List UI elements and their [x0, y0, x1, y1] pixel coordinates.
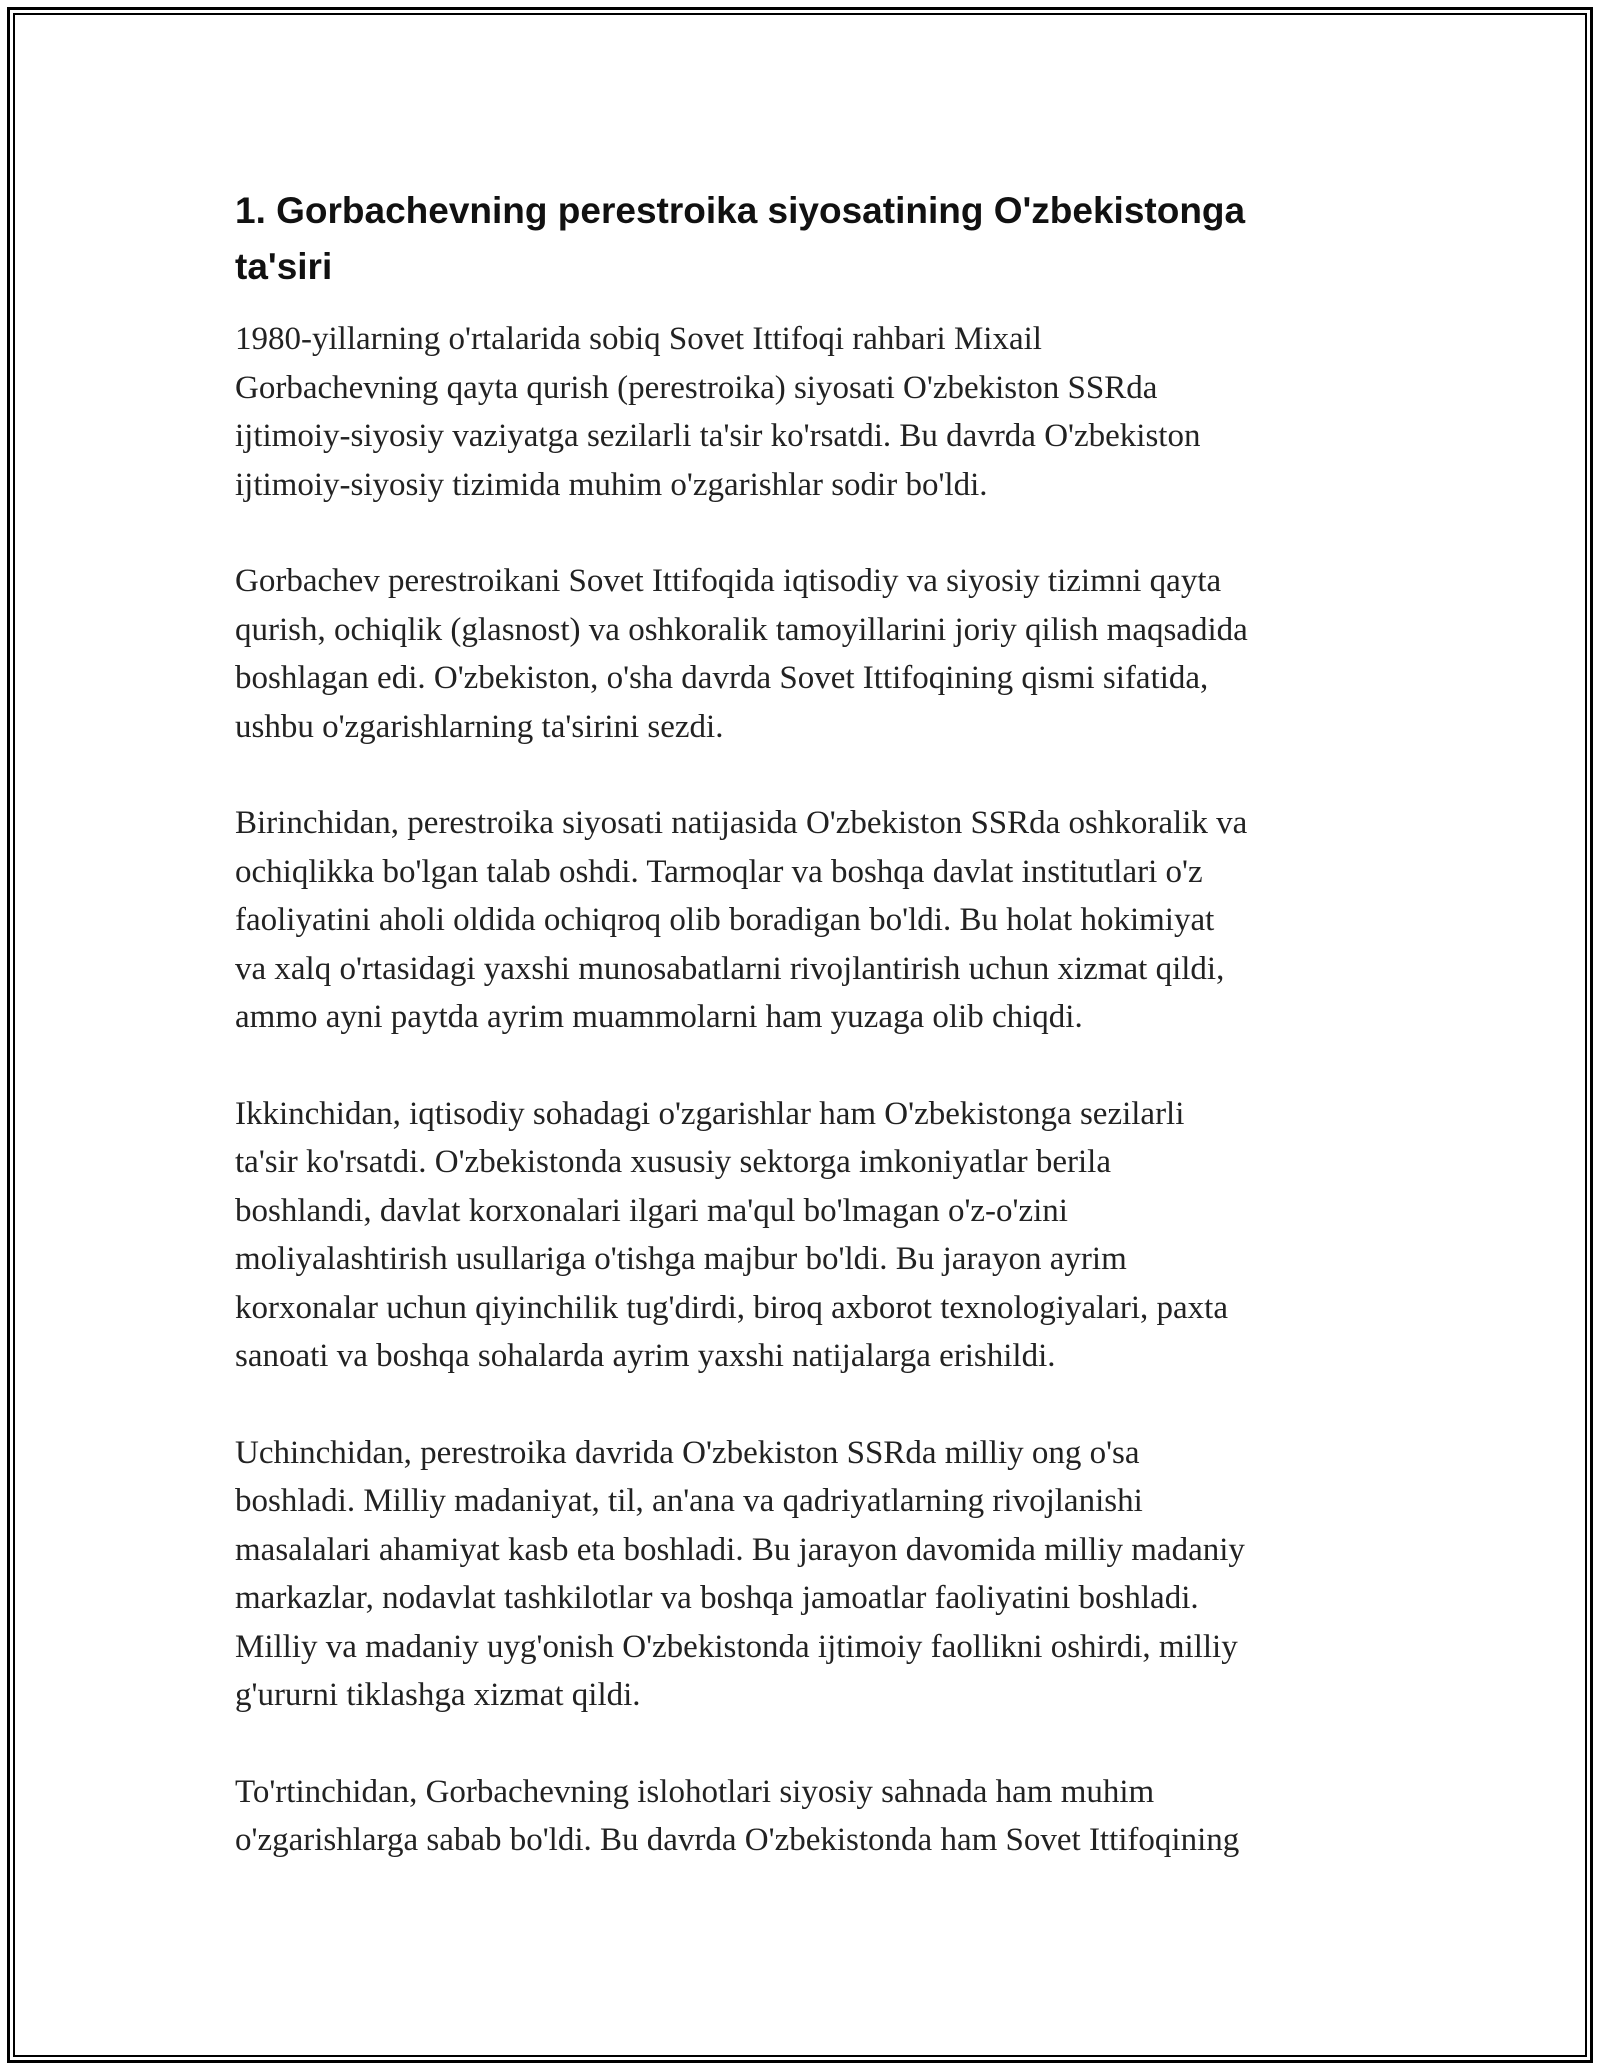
paragraph-line: boshladi. Milliy madaniyat, til, an'ana va qadriyatlarning rivojlanishi	[235, 1483, 1143, 1519]
paragraph-line: ijtimoiy-siyosiy tizimida muhim o'zgarishlar sodir bo'ldi.	[235, 466, 988, 503]
heading-line: 1. Gorbachevning perestroika siyosatining O'zbekistonga	[235, 190, 1246, 231]
paragraph-line: ammo ayni paytda ayrim muammolarni ham yuzaga olib chiqdi.	[235, 999, 1083, 1035]
heading-line: ta'siri	[235, 246, 333, 287]
paragraph-line: qurish, ochiqlik (glasnost) va oshkoralik tamoyillarini joriy qilish maqsadida	[235, 611, 1248, 648]
paragraph-intro	[235, 315, 1370, 509]
paragraph-line: masalalari ahamiyat kasb eta boshladi. Bu jarayon davomida milliy madaniy	[235, 1531, 1245, 1568]
paragraph-line: ushbu o'zgarishlarning ta'sirini sezdi.	[235, 708, 724, 745]
paragraph-line: va xalq o'rtasidagi yaxshi munosabatlarni rivojlantirish uchun xizmat qildi,	[235, 950, 1225, 987]
paragraph-line: sanoati va boshqa sohalarda ayrim yaxshi natijalarga erishildi.	[235, 1338, 1056, 1374]
paragraph-line: 1980-yillarning o'rtalarida sobiq Sovet Ittifoqi rahbari Mixail	[235, 321, 1042, 357]
paragraph-line: Birinchidan, perestroika siyosati natijasida O'zbekiston SSRda oshkoralik va	[235, 805, 1248, 841]
paragraph-line: ijtimoiy-siyosiy vaziyatga sezilarli ta'sir ko'rsatdi. Bu davrda O'zbekiston	[235, 418, 1201, 454]
paragraph-line: korxonalar uchun qiyinchilik tug'dirdi, biroq axborot texnologiyalari, paxta	[235, 1289, 1228, 1326]
paragraph-line: Uchinchidan, perestroika davrida O'zbekiston SSRda milliy ong o'sa	[235, 1434, 1140, 1471]
paragraph-line: Gorbachevning qayta qurish (perestroika) siyosati O'zbekiston SSRda	[235, 369, 1158, 406]
paragraph-line: ta'sir ko'rsatdi. O'zbekistonda xususiy sektorga imkoniyatlar berila	[235, 1144, 1111, 1180]
paragraph-third-point	[235, 1429, 1370, 1720]
paragraph-line: markazlar, nodavlat tashkilotlar va boshqa jamoatlar faoliyatini boshladi.	[235, 1580, 1199, 1616]
document-body	[235, 183, 1370, 1865]
paragraph-second-point	[235, 1090, 1370, 1381]
paragraph-line: g'ururni tiklashga xizmat qildi.	[235, 1677, 641, 1713]
paragraph-line: moliyalashtirish usullariga o'tishga majbur bo'ldi. Bu jarayon ayrim	[235, 1241, 1127, 1277]
paragraph-first-point	[235, 799, 1370, 1042]
paragraph-line: faoliyatini aholi oldida ochiqroq olib boradigan bo'ldi. Bu holat hokimiyat	[235, 902, 1215, 938]
paragraph-line: o'zgarishlarga sabab bo'ldi. Bu davrda O'zbekistonda ham Sovet Ittifoqining	[235, 1822, 1240, 1858]
paragraph-line: boshlandi, davlat korxonalari ilgari ma'qul bo'lmagan o'z-o'zini	[235, 1192, 1068, 1229]
paragraph-line: Ikkinchidan, iqtisodiy sohadagi o'zgarishlar ham O'zbekistonga sezilarli	[235, 1095, 1185, 1132]
paragraph-line: ochiqlikka bo'lgan talab oshdi. Tarmoqlar va boshqa davlat institutlari o'z	[235, 853, 1203, 890]
paragraph-perestroika-goals	[235, 557, 1370, 751]
paragraph-line: boshlagan edi. O'zbekiston, o'sha davrda Sovet Ittifoqining qismi sifatida,	[235, 660, 1209, 696]
paragraph-line: Gorbachev perestroikani Sovet Ittifoqida iqtisodiy va siyosiy tizimni qayta	[235, 563, 1222, 599]
paragraph-line: Milliy va madaniy uyg'onish O'zbekistonda ijtimoiy faollikni oshirdi, milliy	[235, 1628, 1238, 1665]
paragraph-fourth-point	[235, 1768, 1370, 1865]
paragraph-line: To'rtinchidan, Gorbachevning islohotlari siyosiy sahnada ham muhim	[235, 1773, 1155, 1810]
document-heading	[235, 183, 1370, 295]
